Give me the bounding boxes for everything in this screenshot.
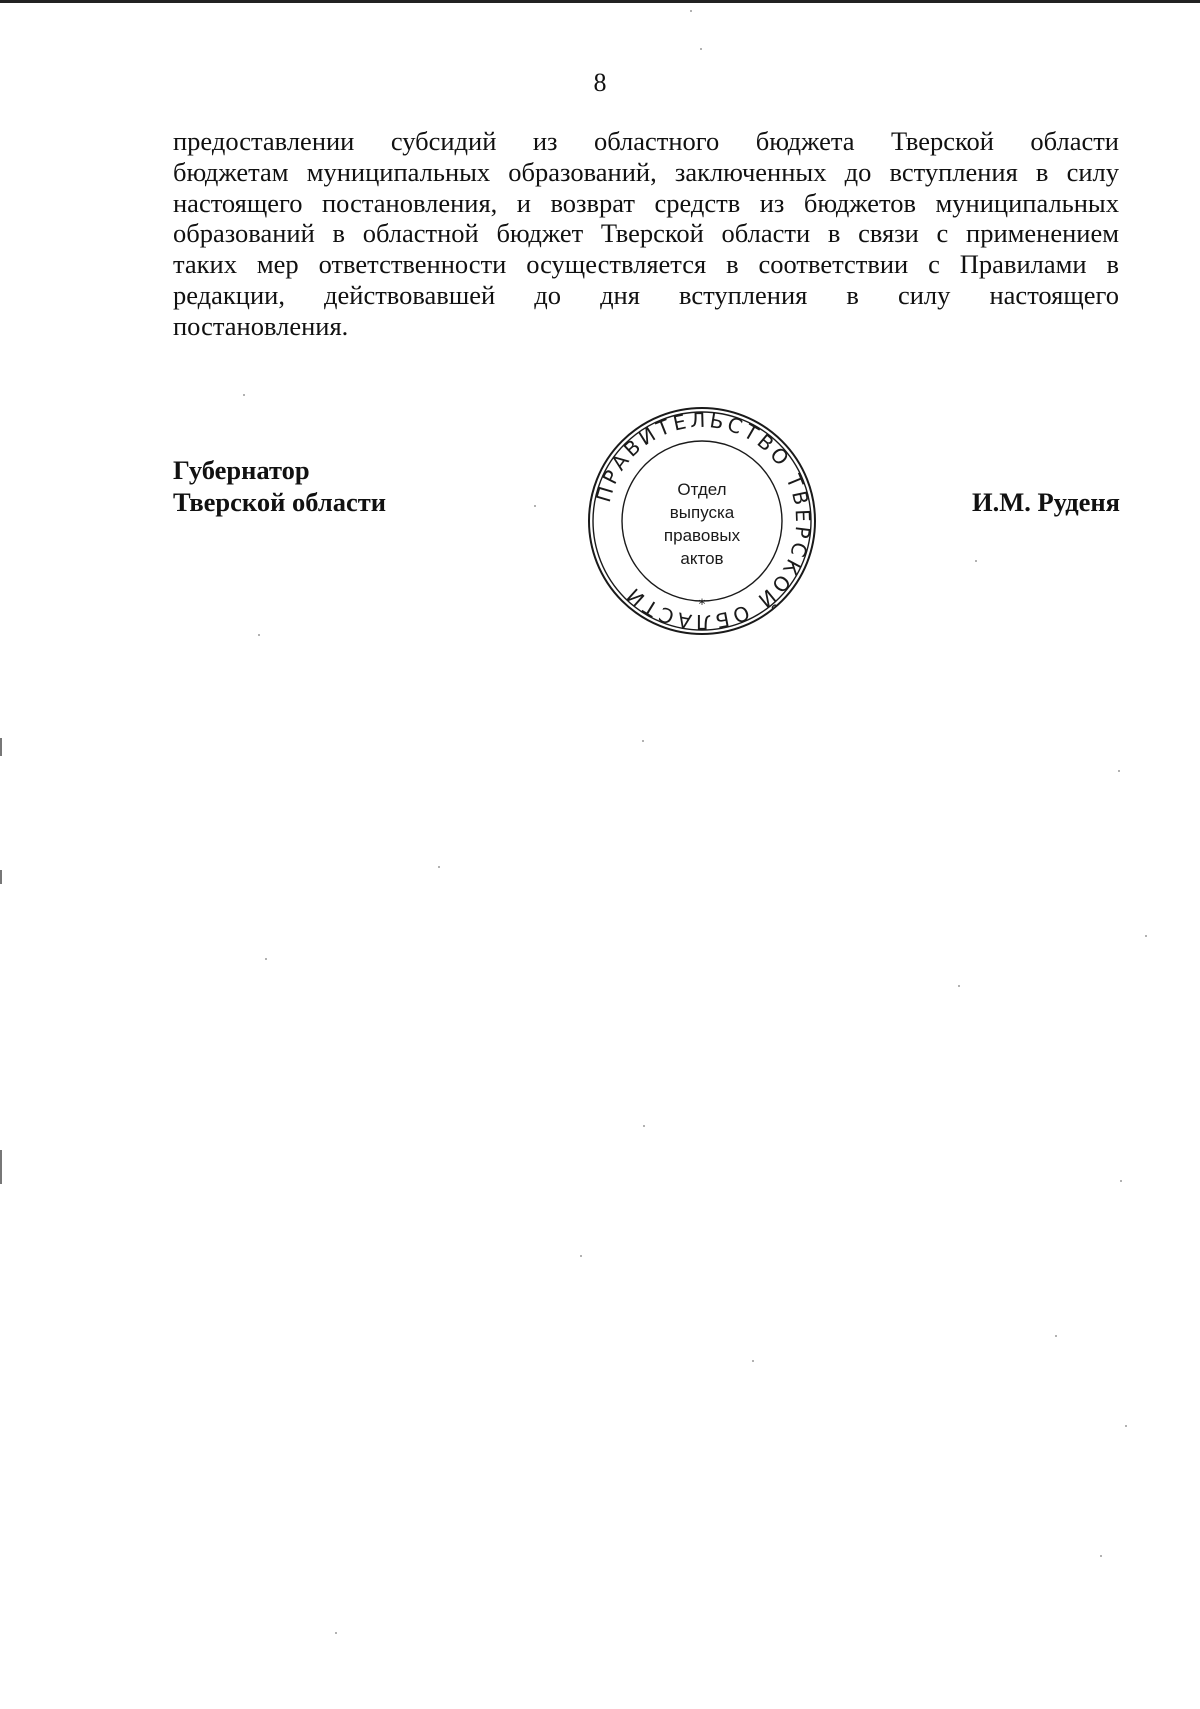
- stamp-center-text: Отдел: [677, 480, 727, 499]
- stamp-ring-text: ПРАВИТЕЛЬСТВО ТВЕРСКОЙ ОБЛАСТИ: [590, 407, 816, 635]
- paragraph-line: бюджетам муниципальных образований, заключенных до вступления в силу: [173, 156, 1119, 187]
- page-number: 8: [593, 68, 607, 97]
- scan-speck: [265, 958, 267, 960]
- scan-edge-mark: [0, 870, 2, 884]
- scan-speck: [690, 10, 692, 12]
- scan-speck: [1120, 1180, 1122, 1182]
- signatory-title-line: Губернатор: [173, 455, 310, 485]
- scan-speck: [975, 560, 977, 562]
- stamp-center-text: правовых: [663, 526, 741, 545]
- scan-speck: [700, 48, 702, 50]
- paragraph-line: редакции, действовавшей до дня вступления в силу настоящего: [173, 279, 1119, 310]
- signatory-title-line: Тверской области: [173, 487, 386, 517]
- signatory-name: И.М. Руденя: [971, 487, 1120, 517]
- scan-speck: [1118, 770, 1120, 772]
- scan-speck: [642, 740, 644, 742]
- paragraph-line: таких мер ответственности осуществляется в соответствии с Правилами в: [173, 249, 1119, 280]
- scan-speck: [752, 1360, 754, 1362]
- paragraph-line: настоящего постановления, и возврат средств из бюджетов муниципальных: [173, 187, 1119, 218]
- stamp-star: *: [698, 597, 706, 613]
- scan-edge-mark: [0, 738, 2, 756]
- scan-speck: [1055, 1335, 1057, 1337]
- scan-edge-mark: [0, 1150, 2, 1184]
- scan-speck: [1100, 1555, 1102, 1557]
- scan-speck: [1125, 1425, 1127, 1427]
- body-paragraph: [173, 126, 1119, 342]
- scan-speck: [258, 634, 260, 636]
- scan-speck: [643, 1125, 645, 1127]
- paragraph-line: предоставлении субсидий из областного бюджета Тверской области: [173, 126, 1119, 156]
- scan-speck: [534, 505, 536, 507]
- scan-speck: [1145, 935, 1147, 937]
- paragraph-line: постановления.: [173, 310, 349, 341]
- official-stamp: [586, 405, 818, 637]
- scan-speck: [580, 1255, 582, 1257]
- scan-speck: [243, 394, 245, 396]
- stamp-center-text: актов: [680, 549, 724, 568]
- scan-speck: [958, 985, 960, 987]
- signatory-title: [173, 454, 386, 518]
- scan-speck: [335, 1632, 337, 1634]
- stamp-center-text: выпуска: [669, 503, 735, 522]
- scan-top-border: [0, 0, 1200, 3]
- paragraph-line: образований в областной бюджет Тверской области в связи с применением: [173, 218, 1119, 249]
- scan-speck: [438, 866, 440, 868]
